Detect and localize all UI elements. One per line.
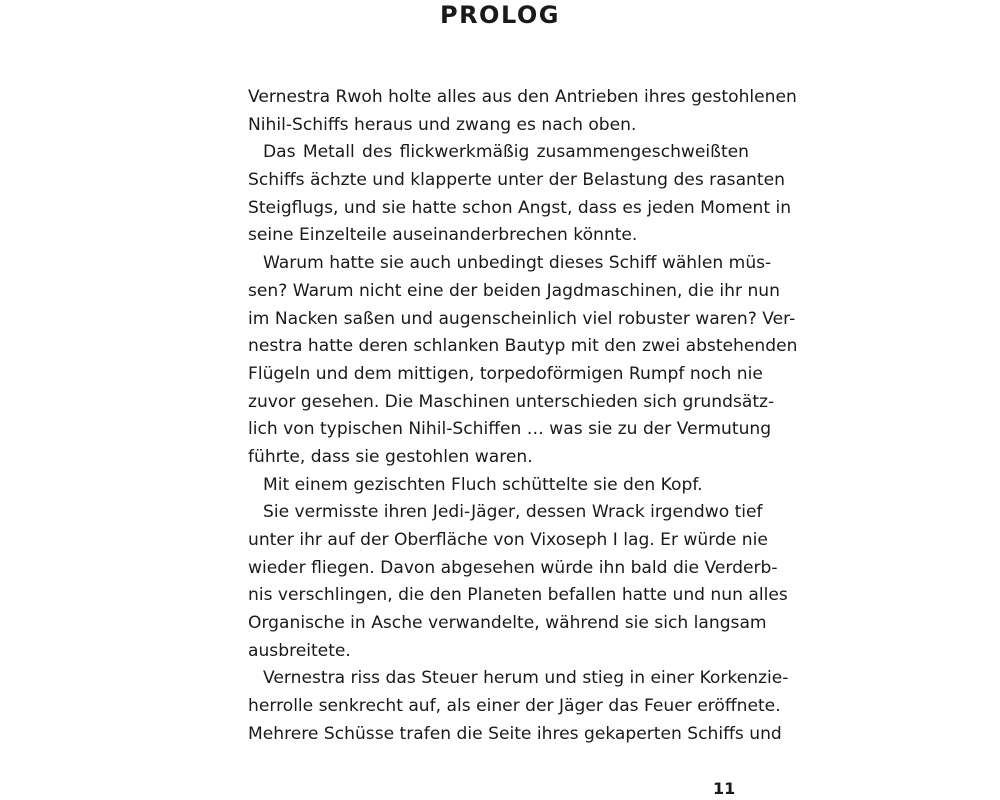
text-line: Das Metall des flickwerkmäßig zusammengeschweißten	[263, 142, 749, 163]
page-number: 11	[713, 779, 736, 798]
chapter-title: PROLOG	[439, 1, 560, 29]
text-line: Vernestra Rwoh holte alles aus den Antrieben ihres gestohlenen	[248, 87, 797, 107]
text-line: Schiffs ächzte und klapperte unter der Belastung des rasanten	[248, 170, 785, 191]
text-line: im Nacken saßen und augenscheinlich viel robuster waren? Ver-	[248, 308, 796, 329]
text-line: Organische in Asche verwandelte, während sie sich langsam	[248, 613, 767, 634]
text-line: ausbreitete.	[248, 640, 351, 661]
text-line: sen? Warum nicht eine der beiden Jagdmaschinen, die ihr nun	[248, 280, 780, 301]
text-line: nestra hatte deren schlanken Bautyp mit den zwei abstehenden	[248, 336, 798, 357]
text-line: Steigflugs, und sie hatte schon Angst, dass es jeden Moment in	[248, 197, 792, 218]
text-line: Sie vermisste ihren Jedi-Jäger, dessen Wrack irgendwo tief	[263, 502, 763, 523]
text-line: lich von typischen Nihil-Schiffen … was sie zu der Vermutung	[248, 419, 772, 440]
text-line: zuvor gesehen. Die Maschinen unterschieden sich grundsätz-	[248, 391, 775, 412]
text-line: wieder fliegen. Davon abgesehen würde ihn bald die Verderb-	[248, 557, 778, 578]
text-line: Vernestra riss das Steuer herum und stieg in einer Korkenzie-	[263, 668, 789, 689]
text-line: Mehrere Schüsse trafen die Seite ihres gekaperten Schiffs und	[248, 723, 782, 744]
text-line: Warum hatte sie auch unbedingt dieses Schiff wählen müs-	[263, 253, 772, 274]
text-line: Nihil-Schiffs heraus und zwang es nach oben.	[248, 114, 637, 135]
text-line: unter ihr auf der Oberfläche von Vixoseph I lag. Er würde nie	[248, 530, 768, 550]
text-line: seine Einzelteile auseinanderbrechen könnte.	[248, 225, 638, 246]
text-line: nis verschlingen, die den Planeten befallen hatte und nun alles	[248, 585, 788, 606]
text-line: Mit einem gezischten Fluch schüttelte sie den Kopf.	[263, 474, 703, 495]
text-line: führte, dass sie gestohlen waren.	[248, 446, 533, 467]
body-text	[248, 84, 798, 749]
text-line: herrolle senkrecht auf, als einer der Jäger das Feuer eröffnete.	[248, 696, 781, 717]
text-line: Flügeln und dem mittigen, torpedoförmigen Rumpf noch nie	[248, 363, 763, 384]
